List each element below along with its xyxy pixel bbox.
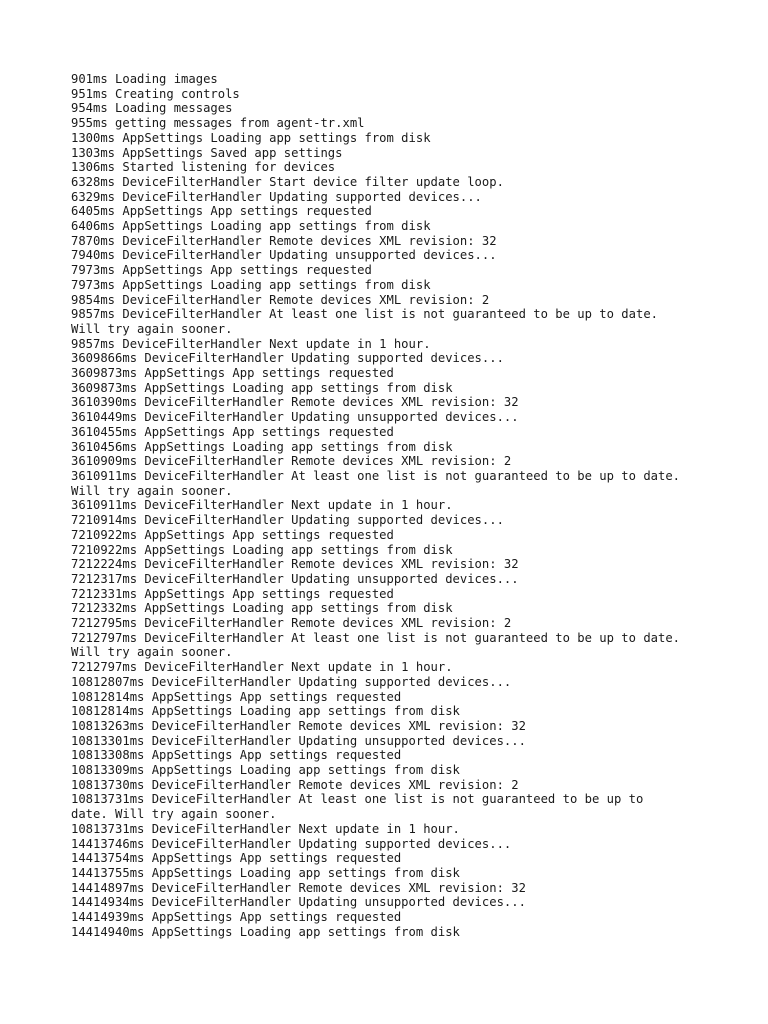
log-line: 3610909ms DeviceFilterHandler Remote devices XML revision: 2 xyxy=(71,454,512,469)
log-line: 14413754ms AppSettings App settings requested xyxy=(71,851,402,866)
log-line: 7870ms DeviceFilterHandler Remote devices XML revision: 32 xyxy=(71,233,497,248)
log-line: 6328ms DeviceFilterHandler Start device filter update loop. xyxy=(71,174,504,189)
log-line: 3610911ms DeviceFilterHandler Next update in 1 hour. xyxy=(71,498,453,513)
log-line: 7212224ms DeviceFilterHandler Remote devices XML revision: 32 xyxy=(71,557,519,572)
log-line: 3609873ms AppSettings App settings requested xyxy=(71,366,394,381)
log-text xyxy=(71,72,751,939)
log-line: 9857ms DeviceFilterHandler At least one list is not guaranteed to be up to date. xyxy=(71,307,658,322)
log-line: 10812807ms DeviceFilterHandler Updating supported devices... xyxy=(71,674,512,689)
log-line: 3609873ms AppSettings Loading app settings from disk xyxy=(71,380,453,395)
log-line: 9854ms DeviceFilterHandler Remote devices XML revision: 2 xyxy=(71,292,490,307)
log-line: 7212795ms DeviceFilterHandler Remote devices XML revision: 2 xyxy=(71,616,512,631)
log-line: 10813731ms DeviceFilterHandler At least one list is not guaranteed to be up to xyxy=(71,792,644,807)
log-line: 954ms Loading messages xyxy=(71,101,233,116)
log-line: 7212332ms AppSettings Loading app settings from disk xyxy=(71,601,453,616)
log-line: 7210922ms AppSettings App settings requested xyxy=(71,527,394,542)
log-line: 7210914ms DeviceFilterHandler Updating supported devices... xyxy=(71,513,504,528)
log-line: 14413755ms AppSettings Loading app settings from disk xyxy=(71,865,460,880)
log-line: 10813263ms DeviceFilterHandler Remote devices XML revision: 32 xyxy=(71,718,526,733)
log-line: 7210922ms AppSettings Loading app settings from disk xyxy=(71,542,453,557)
log-line: 10812814ms AppSettings App settings requested xyxy=(71,689,402,704)
log-line: 7212797ms DeviceFilterHandler Next update in 1 hour. xyxy=(71,660,453,675)
log-line: 14414934ms DeviceFilterHandler Updating unsupported devices... xyxy=(71,895,526,910)
log-line: 6406ms AppSettings Loading app settings from disk xyxy=(71,219,431,234)
log-line: 7940ms DeviceFilterHandler Updating unsupported devices... xyxy=(71,248,497,263)
log-line: 10813308ms AppSettings App settings requested xyxy=(71,748,402,763)
log-line: 3610455ms AppSettings App settings requested xyxy=(71,424,394,439)
log-line: Will try again sooner. xyxy=(71,645,233,660)
log-document xyxy=(71,72,751,939)
log-line: 10812814ms AppSettings Loading app settings from disk xyxy=(71,704,460,719)
log-line: 10813730ms DeviceFilterHandler Remote devices XML revision: 2 xyxy=(71,777,519,792)
log-line: 9857ms DeviceFilterHandler Next update in 1 hour. xyxy=(71,336,431,351)
log-line: 6405ms AppSettings App settings requested xyxy=(71,204,372,219)
log-line: 3610449ms DeviceFilterHandler Updating unsupported devices... xyxy=(71,410,519,425)
log-line: 3610390ms DeviceFilterHandler Remote devices XML revision: 32 xyxy=(71,395,519,410)
log-line: 951ms Creating controls xyxy=(71,86,240,101)
log-line: date. Will try again sooner. xyxy=(71,807,277,822)
log-line: 14414939ms AppSettings App settings requested xyxy=(71,910,402,925)
log-line: 7212317ms DeviceFilterHandler Updating unsupported devices... xyxy=(71,571,519,586)
log-line: 14414897ms DeviceFilterHandler Remote devices XML revision: 32 xyxy=(71,880,526,895)
log-line: 901ms Loading images xyxy=(71,72,218,86)
log-line: 10813309ms AppSettings Loading app settings from disk xyxy=(71,763,460,778)
log-line: 14413746ms DeviceFilterHandler Updating supported devices... xyxy=(71,836,512,851)
log-line: 1300ms AppSettings Loading app settings from disk xyxy=(71,130,431,145)
log-line: 1303ms AppSettings Saved app settings xyxy=(71,145,343,160)
log-line: 1306ms Started listening for devices xyxy=(71,160,336,175)
log-line: 10813731ms DeviceFilterHandler Next update in 1 hour. xyxy=(71,821,460,836)
log-line: 7973ms AppSettings Loading app settings from disk xyxy=(71,277,431,292)
log-line: 3610456ms AppSettings Loading app settings from disk xyxy=(71,439,453,454)
log-line: 7212797ms DeviceFilterHandler At least one list is not guaranteed to be up to date. xyxy=(71,630,681,645)
log-line: 3609866ms DeviceFilterHandler Updating supported devices... xyxy=(71,351,504,366)
log-line: 6329ms DeviceFilterHandler Updating supported devices... xyxy=(71,189,482,204)
log-line: 10813301ms DeviceFilterHandler Updating unsupported devices... xyxy=(71,733,526,748)
log-line: 3610911ms DeviceFilterHandler At least one list is not guaranteed to be up to date. xyxy=(71,468,681,483)
log-line: 7212331ms AppSettings App settings requested xyxy=(71,586,394,601)
log-line: 14414940ms AppSettings Loading app settings from disk xyxy=(71,924,460,939)
log-line: Will try again sooner. xyxy=(71,321,233,336)
log-line: Will try again sooner. xyxy=(71,483,233,498)
log-line: 7973ms AppSettings App settings requested xyxy=(71,263,372,278)
log-line: 955ms getting messages from agent-tr.xml xyxy=(71,116,365,131)
